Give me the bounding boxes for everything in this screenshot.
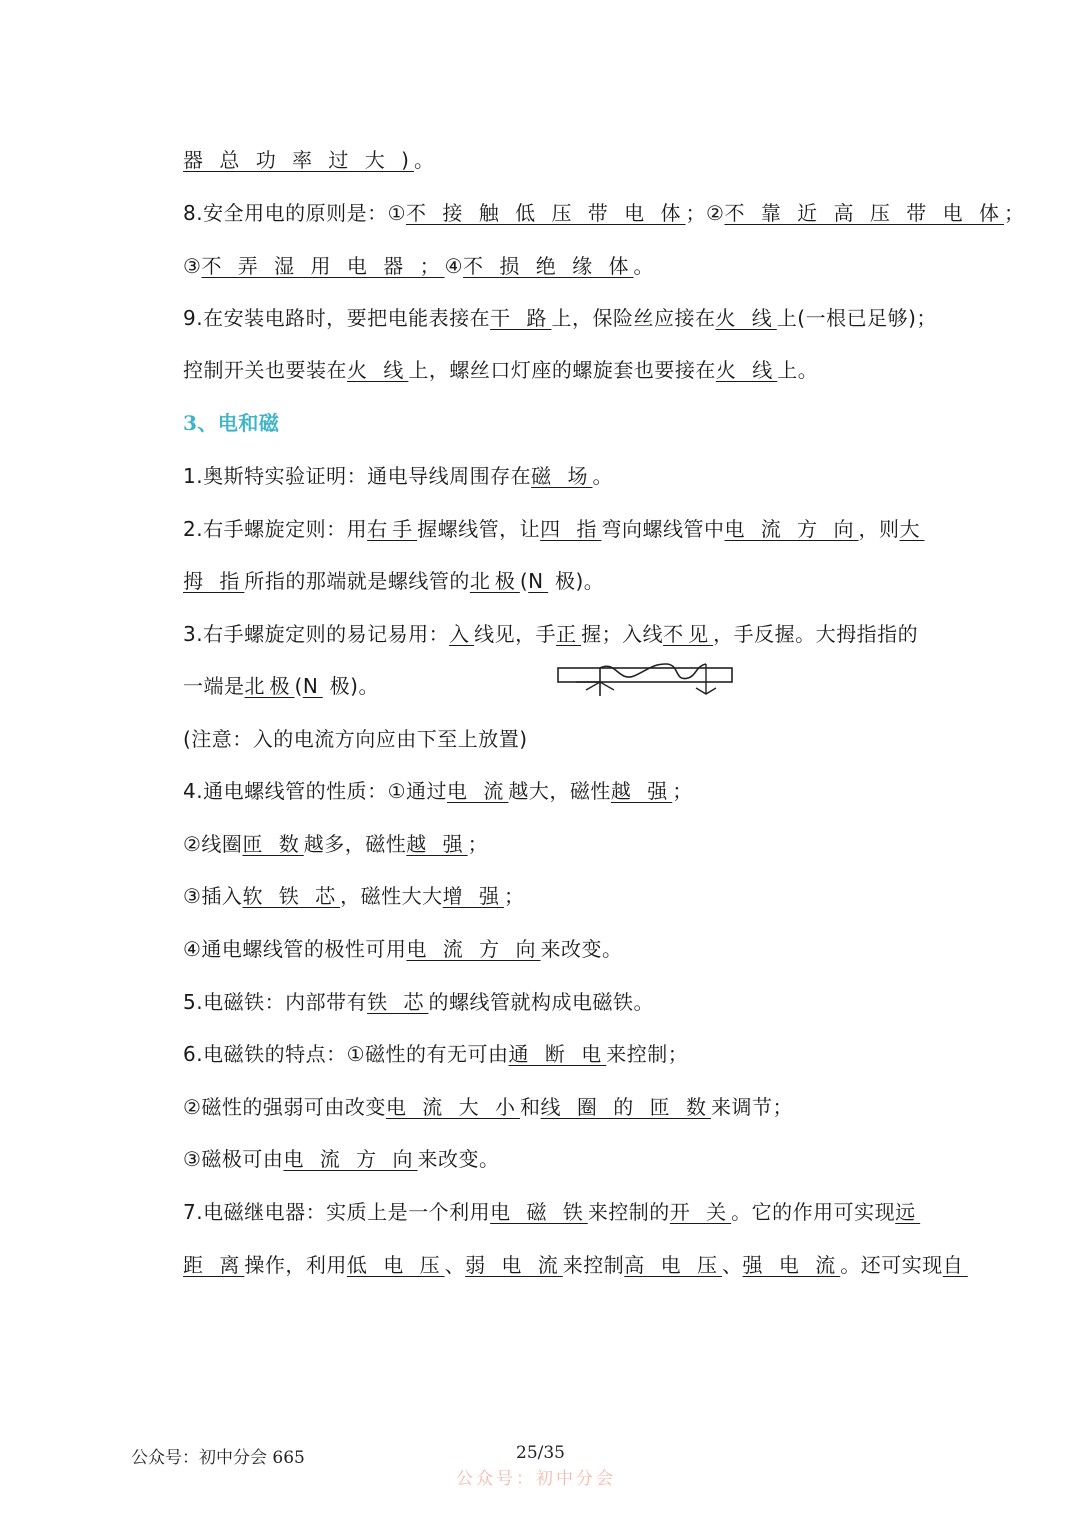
answer-blank: 不 损 绝 缘 体 (463, 254, 634, 278)
text-line (183, 304, 937, 332)
text-segment: ②磁性的强弱可由改变 (183, 1095, 386, 1119)
text-segment: 来控制 (562, 1253, 625, 1277)
text-segment: 3、电和磁 (183, 411, 280, 435)
text-segment: 5.电磁铁：内部带有 (183, 990, 368, 1014)
text-segment: 极)。 (548, 569, 605, 593)
text-segment: ③ (183, 254, 202, 278)
text-segment: 一端是 (183, 674, 245, 698)
text-line (183, 252, 893, 280)
text-line (183, 356, 893, 384)
solenoid-sketch (556, 658, 738, 698)
text-segment: 和 (520, 1095, 541, 1119)
text-segment: 。还可实现 (840, 1253, 943, 1277)
answer-blank: 磁 场 (531, 464, 593, 488)
answer-blank: 自 (942, 1253, 968, 1277)
text-segment: 极)。 (322, 674, 379, 698)
answer-blank: 火 线 (715, 358, 778, 382)
text-line (183, 1093, 893, 1121)
text-segment: ； (672, 779, 693, 803)
text-line (183, 146, 893, 174)
text-segment: 。 (592, 464, 613, 488)
text-segment: 所指的那端就是螺线管的 (244, 569, 470, 593)
text-segment: 6.电磁铁的特点：①磁性的有无可由 (183, 1042, 509, 1066)
text-segment: 上，螺丝口灯座的螺旋套也要接在 (408, 358, 716, 382)
text-segment: 。 (633, 254, 654, 278)
text-segment: 2.右手螺旋定则：用 (183, 517, 368, 541)
answer-blank: 北极 (469, 569, 520, 593)
answer-blank: 不 接 触 低 压 带 电 体 (406, 201, 686, 225)
text-segment: 来控制的 (587, 1200, 670, 1224)
text-segment: 3.右手螺旋定则的易记易用： (183, 622, 450, 646)
text-segment: 4.通电螺线管的性质：①通过 (183, 779, 448, 803)
text-segment: 弯向螺线管中 (601, 517, 725, 541)
text-segment: 9.在安装电路时，要把电能表接在 (183, 306, 491, 330)
text-segment: ②线圈 (183, 832, 243, 856)
text-line (183, 830, 893, 858)
text-line (183, 672, 893, 700)
text-line (183, 1198, 921, 1226)
text-segment: 握螺线管，让 (417, 517, 541, 541)
text-segment: ，则 (858, 517, 900, 541)
text-segment: 7.电磁继电器：实质上是一个利用 (183, 1200, 491, 1224)
answer-blank: 电 流 方 向 (724, 517, 859, 541)
text-segment: 线见，手 (474, 622, 557, 646)
text-line (183, 777, 893, 805)
text-line (183, 725, 893, 753)
text-segment: ；② (685, 201, 725, 225)
answer-blank: 通 断 电 (508, 1042, 607, 1066)
text-segment: ； (504, 884, 525, 908)
text-segment: ，磁性大大 (340, 884, 443, 908)
text-segment: ③磁极可由 (183, 1147, 284, 1171)
text-segment: (注意：入的电流方向应由下至上放置) (183, 727, 528, 751)
text-segment: ④通电螺线管的极性可用 (183, 937, 407, 961)
text-segment: 8.安全用电的原则是：① (183, 201, 407, 225)
text-line (183, 1251, 968, 1279)
text-segment: 来改变。 (417, 1147, 500, 1171)
text-line (183, 515, 925, 543)
answer-blank: 入 (449, 622, 475, 646)
answer-blank: 电 流 方 向 (406, 937, 541, 961)
text-segment: 上(一根已足够)； (776, 306, 937, 330)
text-line (183, 199, 1025, 227)
answer-blank: 软 铁 芯 (242, 884, 341, 908)
text-segment: ； (1003, 201, 1025, 225)
text-line (183, 1145, 893, 1173)
answer-blank: 器 总 功 率 过 大 ) (183, 148, 414, 172)
answer-blank: 弱 电 流 (465, 1253, 563, 1277)
text-segment: 来控制； (606, 1042, 689, 1066)
answer-blank: 北极 (244, 674, 295, 698)
text-segment: 来改变。 (540, 937, 623, 961)
answer-blank: 火 线 (347, 358, 409, 382)
section-heading (183, 409, 893, 437)
text-line (183, 1040, 893, 1068)
answer-blank: N (528, 569, 549, 593)
answer-blank: 低 电 压 (346, 1253, 445, 1277)
text-segment: 、 (722, 1253, 743, 1277)
answer-blank: 远 (895, 1200, 921, 1224)
text-segment: 上。 (777, 358, 819, 382)
text-segment: 。 (413, 148, 435, 172)
watermark: 公众号：初中分会 (456, 1469, 616, 1489)
answer-blank: 不 弄 湿 用 电 器 ； (201, 254, 445, 278)
answer-blank: 拇 指 (183, 569, 245, 593)
answer-blank: 四 指 (540, 517, 602, 541)
text-segment: ③插入 (183, 884, 243, 908)
answer-blank: 越 强 (610, 779, 673, 803)
answer-blank: N (302, 674, 323, 698)
text-line (183, 882, 893, 910)
answer-blank: 线 圈 的 匝 数 (540, 1095, 711, 1119)
text-segment: 1.奥斯特实验证明：通电导线周围存在 (183, 464, 532, 488)
answer-blank: 匝 数 (242, 832, 304, 856)
answer-blank: 电 流 大 小 (385, 1095, 521, 1119)
answer-blank: 铁 芯 (367, 990, 429, 1014)
answer-blank: 电 流 方 向 (283, 1147, 418, 1171)
footer-account: 公众号：初中分会 665 (131, 1448, 305, 1468)
text-segment: 上，保险丝应接在 (551, 306, 716, 330)
answer-blank: 不 靠 近 高 压 带 电 体 (724, 201, 1004, 225)
text-segment: ； (467, 832, 489, 856)
page-number: 25/35 (516, 1443, 565, 1463)
text-segment: 、 (444, 1253, 466, 1277)
text-segment: 操作，利用 (244, 1253, 347, 1277)
answer-blank: 开 关 (669, 1200, 732, 1224)
answer-blank: 越 强 (406, 832, 468, 856)
answer-blank: 强 电 流 (742, 1253, 841, 1277)
text-segment: ( (294, 674, 303, 698)
text-segment: ，手反握。大拇指指的 (713, 622, 919, 646)
text-segment: 来调节； (710, 1095, 793, 1119)
answer-blank: 不见 (663, 622, 714, 646)
text-segment: ( (519, 569, 529, 593)
text-segment: 握；入线 (581, 622, 664, 646)
answer-blank: 大 (899, 517, 925, 541)
answer-blank: 增 强 (442, 884, 505, 908)
answer-blank: 右手 (367, 517, 418, 541)
text-segment: 越大，磁性 (508, 779, 611, 803)
text-segment: ④ (444, 254, 464, 278)
answer-blank: 电 流 (447, 779, 509, 803)
text-line (183, 567, 893, 595)
answer-blank: 干 路 (490, 306, 552, 330)
text-segment: 。它的作用可实现 (731, 1200, 896, 1224)
answer-blank: 正 (556, 622, 582, 646)
answer-blank: 电 磁 铁 (490, 1200, 588, 1224)
text-segment: 越多，磁性 (303, 832, 407, 856)
text-line (183, 935, 893, 963)
text-line (183, 620, 919, 648)
answer-blank: 高 电 压 (624, 1253, 723, 1277)
text-segment: 的螺线管就构成电磁铁。 (428, 990, 654, 1014)
answer-blank: 火 线 (715, 306, 777, 330)
text-line (183, 462, 893, 490)
text-line (183, 988, 893, 1016)
answer-blank: 距 离 (183, 1253, 245, 1277)
text-segment: 控制开关也要装在 (183, 358, 347, 382)
